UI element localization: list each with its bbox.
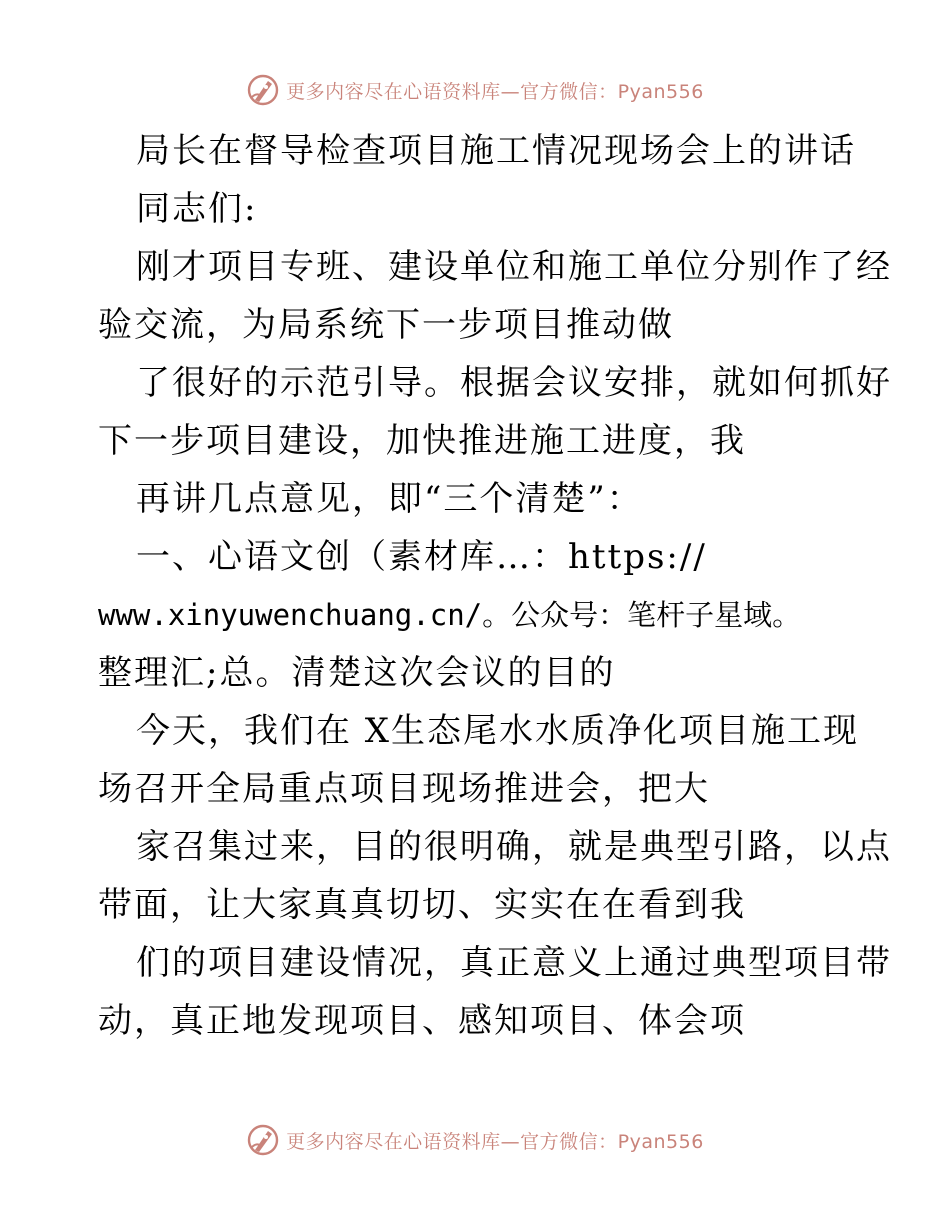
document-title: 局长在督导检查项目施工情况现场会上的讲话	[136, 131, 856, 171]
pen-nib-logo-icon	[246, 1123, 280, 1157]
paragraph-line: 带面，让大家真真切切、实实在在看到我	[98, 885, 746, 925]
section-heading-line: 整理汇;总。清楚这次会议的目的	[98, 653, 616, 693]
pen-nib-logo-icon	[246, 73, 280, 107]
paragraph-line: 动，真正地发现项目、感知项目、体会项	[98, 1001, 746, 1041]
paragraph-line: 验交流，为局系统下一步项目推动做	[98, 305, 674, 345]
paragraph-line: 们的项目建设情况，真正意义上通过典型项目带	[136, 943, 892, 983]
paragraph-line: 刚才项目专班、建设单位和施工单位分别作了经	[136, 247, 892, 287]
url-line: www.xinyuwenchuang.cn/。公众号：笔杆子星域。	[98, 598, 802, 632]
header-banner-text: 更多内容尽在心语资料库—官方微信：Pyan556	[286, 80, 704, 103]
footer-banner-text: 更多内容尽在心语资料库—官方微信：Pyan556	[286, 1130, 704, 1153]
document-body	[98, 122, 892, 1050]
paragraph-line: 下一步项目建设，加快推进施工进度，我	[98, 421, 746, 461]
paragraph-line: 了很好的示范引导。根据会议安排，就如何抓好	[136, 363, 892, 403]
section-heading-line: 一、心语文创（素材库…：https://	[136, 537, 707, 577]
footer-banner	[0, 1120, 950, 1160]
paragraph-line: 场召开全局重点项目现场推进会，把大	[98, 769, 710, 809]
paragraph-line: 今天，我们在 X生态尾水水质净化项目施工现	[136, 711, 860, 751]
paragraph-line: 家召集过来，目的很明确，就是典型引路，以点	[136, 827, 892, 867]
paragraph-line: 再讲几点意见，即“三个清楚”：	[136, 479, 643, 519]
salutation: 同志们:	[136, 189, 258, 229]
header-banner	[0, 70, 950, 110]
